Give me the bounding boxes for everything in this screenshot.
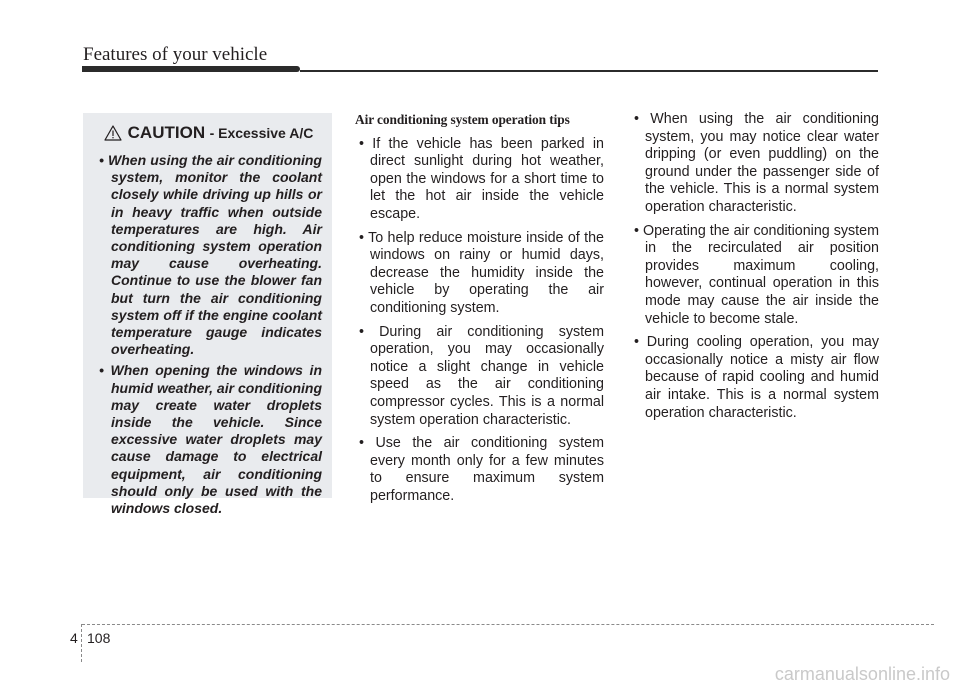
header-rule-thin xyxy=(300,70,878,72)
tip-item: • During air conditioning system operation, you may occasionally notice a slight change in vehicle speed as the air conditioning compressor cycles. This is a normal system operation characteristic. xyxy=(359,323,604,428)
page-header-title: Features of your vehicle xyxy=(83,44,268,65)
chapter-number: 4 xyxy=(70,630,78,646)
tips-column-middle xyxy=(355,111,604,511)
footer-rule xyxy=(82,624,934,625)
warning-triangle-icon xyxy=(104,125,122,141)
caution-item: • When opening the windows in humid weather, air conditioning may create water droplets inside the vehicle. Since excessive water droplets may cause damage to electrical equipment, air conditioning should only be used with the windows closed. xyxy=(99,362,323,517)
footer-separator xyxy=(81,624,82,662)
header-rule-thick xyxy=(82,66,300,72)
tip-item: • During cooling operation, you may occasionally notice a misty air flow because of rapid cooling and humid air intake. This is a normal system operation characteristic. xyxy=(634,334,879,421)
caution-subtitle: - Excessive A/C xyxy=(209,125,314,141)
caution-box xyxy=(83,113,332,517)
watermark-text: carmanualsonline.info xyxy=(774,664,950,684)
tips-list xyxy=(355,136,604,506)
caution-heading xyxy=(95,123,322,143)
caution-word: CAUTION xyxy=(127,123,206,142)
tip-item: • When using the air conditioning system, you may notice clear water dripping (or even puddling) on the ground under the passenger side of the vehicle. This is a normal system operation characteristic. xyxy=(634,111,879,215)
caution-item: • When using the air conditioning system, monitor the coolant closely while driving up hills or in heavy traffic when outside temperatures are high. Air conditioning system operation may cause overheating. Continue to use the blower fan but turn the air conditioning system off if the engine coolant temperature gauge indicates overheating. xyxy=(99,152,322,358)
page-number: 108 xyxy=(87,630,111,646)
tips-list-continued xyxy=(630,111,879,422)
tip-item: • Use the air conditioning system every month only for a few minutes to ensure maximum system performance. xyxy=(359,435,604,504)
caution-list xyxy=(95,152,322,517)
tip-item: • Operating the air conditioning system in the recirculated air position provides maximum cooling, however, continual operation in this mode may cause the air inside the vehicle to become stale. xyxy=(634,222,880,327)
tip-item: • To help reduce moisture inside of the windows on rainy or humid days, decrease the humidity inside the vehicle by operating the air conditioning system. xyxy=(359,229,604,316)
tip-item: • If the vehicle has been parked in direct sunlight during hot weather, open the windows for a short time to let the hot air inside the vehicle escape. xyxy=(359,135,604,222)
tips-heading: Air conditioning system operation tips xyxy=(355,112,570,127)
tips-column-right xyxy=(630,111,879,428)
